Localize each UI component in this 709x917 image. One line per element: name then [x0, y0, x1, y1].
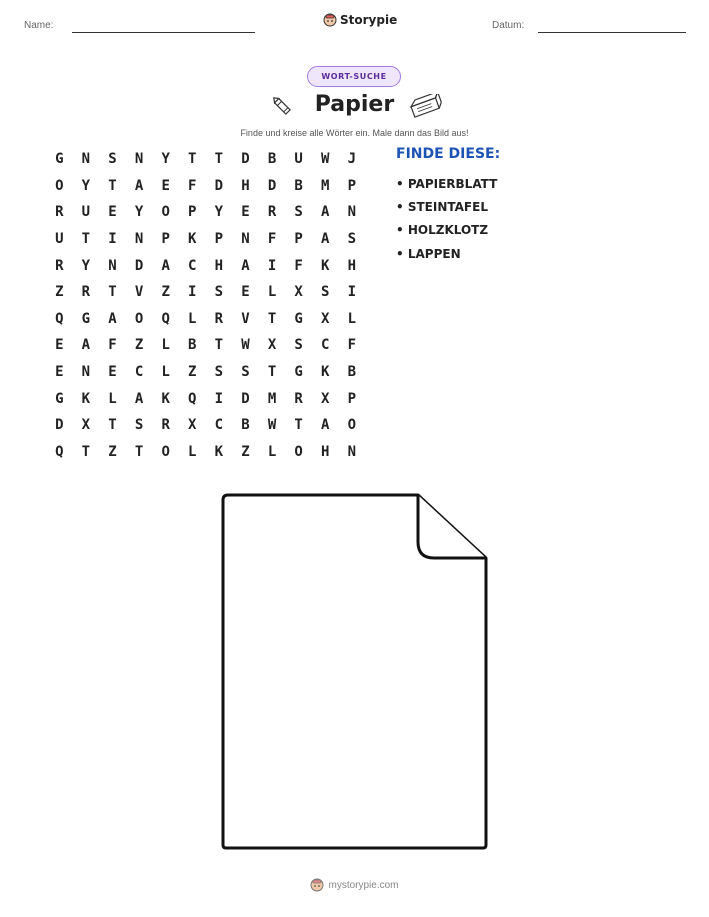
- grid-letter: E: [55, 337, 64, 354]
- grid-letter: D: [134, 257, 144, 274]
- grid-letter: Q: [55, 310, 64, 327]
- grid-letter: T: [108, 177, 117, 194]
- grid-letter: B: [241, 417, 250, 434]
- grid-letter: T: [108, 417, 117, 434]
- grid-row: [46, 279, 365, 306]
- grid-letter: K: [214, 443, 224, 460]
- grid-letter: T: [108, 284, 117, 301]
- grid-letter: B: [267, 151, 277, 168]
- grid-letter: S: [108, 151, 117, 168]
- word-list-item: • PAPIERBLATT: [396, 176, 498, 191]
- paper-sheet-drawing: [218, 490, 492, 852]
- grid-letter: L: [161, 364, 170, 381]
- grid-letter: M: [267, 390, 277, 407]
- grid-letter: H: [214, 257, 224, 274]
- grid-letter: E: [241, 204, 250, 221]
- grid-letter: K: [321, 364, 330, 381]
- page-title: Papier: [314, 92, 395, 117]
- grid-letter: P: [294, 231, 303, 248]
- grid-letter: C: [321, 337, 330, 354]
- grid-letter: N: [134, 231, 144, 248]
- grid-letter: N: [347, 204, 357, 221]
- grid-letter: T: [81, 443, 91, 460]
- grid-letter: Y: [214, 204, 224, 221]
- grid-letter: S: [321, 284, 330, 301]
- grid-letter: A: [134, 390, 144, 407]
- grid-letter: T: [214, 337, 224, 354]
- word-list-item: • LAPPEN: [396, 246, 461, 261]
- grid-letter: H: [347, 257, 357, 274]
- grid-row: [46, 359, 365, 386]
- grid-letter: X: [321, 310, 330, 327]
- grid-letter: Y: [161, 151, 170, 168]
- grid-row: [46, 226, 365, 253]
- grid-letter: P: [214, 231, 224, 248]
- grid-letter: X: [81, 417, 91, 434]
- grid-letter: G: [294, 310, 303, 327]
- grid-letter: F: [188, 177, 197, 194]
- grid-letter: E: [55, 364, 64, 381]
- grid-row: [46, 173, 365, 200]
- grid-letter: S: [294, 337, 303, 354]
- grid-letter: P: [347, 390, 357, 407]
- grid-letter: A: [161, 257, 170, 274]
- grid-letter: B: [188, 337, 197, 354]
- grid-letter: F: [347, 337, 357, 354]
- grid-letter: A: [241, 257, 250, 274]
- word-list: [396, 172, 497, 265]
- grid-row: [46, 412, 365, 439]
- grid-letter: Y: [81, 257, 91, 274]
- grid-letter: C: [134, 364, 144, 381]
- grid-letter: D: [55, 417, 64, 434]
- grid-letter: T: [188, 151, 197, 168]
- storypie-mascot-icon: [323, 13, 337, 27]
- grid-letter: N: [134, 151, 144, 168]
- grid-letter: Y: [81, 177, 91, 194]
- grid-letter: J: [347, 151, 357, 168]
- grid-letter: N: [81, 364, 91, 381]
- grid-row: [46, 146, 365, 173]
- grid-letter: H: [241, 177, 250, 194]
- word-list-item: • HOLZKLOTZ: [396, 223, 489, 238]
- grid-letter: R: [161, 417, 170, 434]
- grid-letter: S: [294, 204, 303, 221]
- grid-letter: R: [214, 310, 224, 327]
- grid-letter: E: [108, 364, 117, 381]
- grid-letter: M: [321, 177, 330, 194]
- grid-letter: T: [81, 231, 91, 248]
- grid-letter: G: [55, 390, 64, 407]
- grid-letter: Z: [108, 443, 117, 460]
- grid-letter: I: [347, 284, 357, 301]
- eraser-icon: [408, 94, 442, 120]
- grid-letter: X: [321, 390, 330, 407]
- grid-row: [46, 385, 365, 412]
- grid-letter: T: [294, 417, 303, 434]
- grid-letter: L: [267, 284, 277, 301]
- find-title: FINDE DIESE:: [396, 146, 501, 162]
- badge-label: WORT-SUCHE: [321, 72, 387, 81]
- grid-letter: U: [294, 151, 303, 168]
- grid-letter: O: [134, 310, 144, 327]
- grid-letter: D: [241, 390, 250, 407]
- grid-letter: I: [267, 257, 277, 274]
- name-label: Name:: [24, 20, 54, 31]
- grid-letter: I: [188, 284, 197, 301]
- grid-letter: O: [161, 204, 170, 221]
- grid-row: [46, 252, 365, 279]
- grid-letter: X: [294, 284, 303, 301]
- word-search-badge: [307, 66, 401, 87]
- grid-letter: E: [241, 284, 250, 301]
- grid-letter: E: [108, 204, 117, 221]
- grid-row: [46, 332, 365, 359]
- grid-letter: Z: [134, 337, 144, 354]
- grid-row: [46, 306, 365, 333]
- grid-letter: A: [81, 337, 91, 354]
- grid-letter: D: [214, 177, 224, 194]
- grid-letter: I: [214, 390, 224, 407]
- footer: [0, 878, 709, 892]
- grid-letter: S: [214, 284, 224, 301]
- grid-letter: G: [294, 364, 303, 381]
- grid-letter: A: [321, 204, 330, 221]
- grid-letter: L: [188, 310, 197, 327]
- grid-letter: Z: [161, 284, 170, 301]
- grid-letter: C: [188, 257, 197, 274]
- grid-letter: W: [267, 417, 277, 434]
- grid-letter: D: [241, 151, 250, 168]
- grid-letter: E: [161, 177, 170, 194]
- grid-letter: B: [294, 177, 303, 194]
- grid-letter: U: [55, 231, 64, 248]
- instructions: Finde und kreise alle Wörter ein. Male dann das Bild aus!: [240, 128, 469, 138]
- grid-letter: V: [241, 310, 250, 327]
- grid-letter: F: [267, 231, 277, 248]
- grid-letter: K: [188, 231, 197, 248]
- grid-letter: R: [55, 257, 64, 274]
- grid-letter: D: [267, 177, 277, 194]
- grid-letter: Y: [134, 204, 144, 221]
- grid-letter: N: [108, 257, 117, 274]
- brand-logo: [323, 13, 397, 27]
- grid-letter: C: [214, 417, 224, 434]
- grid-letter: S: [214, 364, 224, 381]
- grid-row: [46, 439, 365, 466]
- grid-letter: F: [108, 337, 117, 354]
- grid-row: [46, 199, 365, 226]
- grid-letter: O: [161, 443, 170, 460]
- brand-name: Storypie: [340, 13, 398, 27]
- grid-letter: P: [161, 231, 170, 248]
- grid-letter: G: [55, 151, 64, 168]
- grid-letter: W: [321, 151, 330, 168]
- grid-letter: L: [108, 390, 117, 407]
- grid-letter: T: [134, 443, 144, 460]
- grid-letter: N: [81, 151, 91, 168]
- grid-letter: F: [294, 257, 303, 274]
- grid-letter: S: [134, 417, 144, 434]
- name-line: [72, 32, 255, 33]
- grid-letter: Z: [241, 443, 250, 460]
- grid-letter: L: [161, 337, 170, 354]
- grid-letter: T: [267, 310, 277, 327]
- grid-letter: R: [267, 204, 277, 221]
- date-label: Datum:: [492, 20, 525, 31]
- grid-letter: L: [267, 443, 277, 460]
- grid-letter: Z: [55, 284, 64, 301]
- grid-letter: Z: [188, 364, 197, 381]
- grid-letter: A: [321, 231, 330, 248]
- grid-letter: A: [108, 310, 117, 327]
- grid-letter: O: [347, 417, 357, 434]
- grid-letter: K: [161, 390, 170, 407]
- grid-letter: U: [81, 204, 91, 221]
- date-line: [538, 32, 686, 33]
- grid-letter: T: [214, 151, 224, 168]
- grid-letter: X: [267, 337, 277, 354]
- grid-letter: H: [321, 443, 330, 460]
- grid-letter: Q: [161, 310, 170, 327]
- grid-letter: P: [188, 204, 197, 221]
- grid-letter: G: [81, 310, 91, 327]
- grid-letter: L: [188, 443, 197, 460]
- word-list-item: • STEINTAFEL: [396, 199, 488, 214]
- grid-letter: K: [321, 257, 330, 274]
- grid-letter: P: [347, 177, 357, 194]
- grid-letter: S: [241, 364, 250, 381]
- grid-letter: Q: [55, 443, 64, 460]
- grid-letter: V: [134, 284, 144, 301]
- footer-url: mystorypie.com: [328, 879, 399, 891]
- grid-letter: A: [321, 417, 330, 434]
- grid-letter: L: [347, 310, 357, 327]
- grid-letter: B: [347, 364, 357, 381]
- grid-letter: I: [108, 231, 117, 248]
- grid-letter: N: [347, 443, 357, 460]
- grid-letter: N: [241, 231, 250, 248]
- grid-letter: S: [347, 231, 357, 248]
- grid-letter: O: [55, 177, 64, 194]
- letter-grid: [46, 146, 365, 465]
- grid-letter: W: [241, 337, 250, 354]
- grid-letter: A: [134, 177, 144, 194]
- storypie-mascot-icon: [310, 878, 324, 892]
- grid-letter: Q: [188, 390, 197, 407]
- grid-letter: T: [267, 364, 277, 381]
- grid-letter: O: [294, 443, 303, 460]
- grid-letter: K: [81, 390, 91, 407]
- grid-letter: R: [81, 284, 91, 301]
- grid-letter: R: [55, 204, 64, 221]
- grid-letter: R: [294, 390, 303, 407]
- grid-letter: X: [188, 417, 197, 434]
